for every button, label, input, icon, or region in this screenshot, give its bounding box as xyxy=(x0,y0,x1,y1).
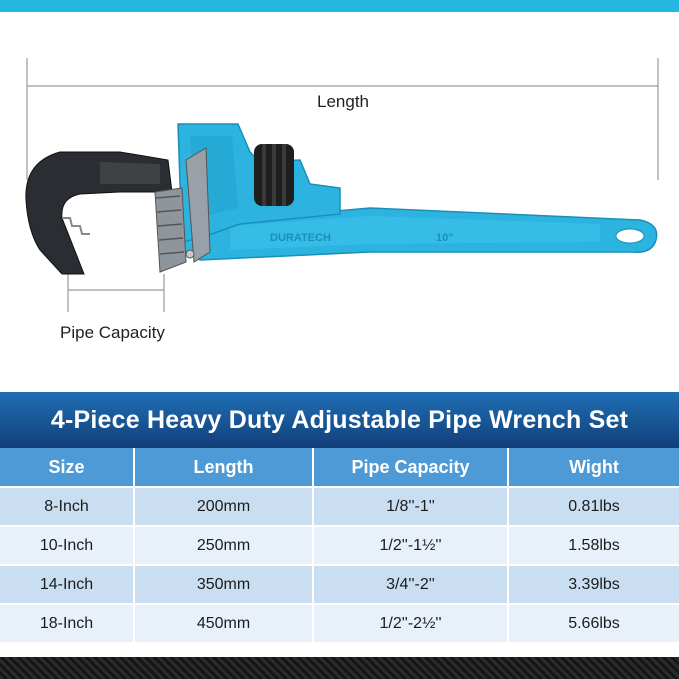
wrench-diagram xyxy=(0,12,679,392)
cell-size: 8-Inch xyxy=(0,487,134,526)
cell-pipe-capacity: 1/2''-2½'' xyxy=(313,604,508,642)
hook-jaw xyxy=(26,152,172,274)
cell-weight: 0.81lbs xyxy=(508,487,679,526)
cell-weight: 5.66lbs xyxy=(508,604,679,642)
adjusting-nut xyxy=(254,144,294,206)
header-size: Size xyxy=(0,448,134,487)
header-length: Length xyxy=(134,448,313,487)
cell-pipe-capacity: 1/2''-1½'' xyxy=(313,526,508,565)
cell-length: 450mm xyxy=(134,604,313,642)
cell-pipe-capacity: 1/8''-1'' xyxy=(313,487,508,526)
cell-length: 200mm xyxy=(134,487,313,526)
cell-size: 10-Inch xyxy=(0,526,134,565)
cell-length: 350mm xyxy=(134,565,313,604)
table-header-row xyxy=(0,448,679,487)
capacity-dimension xyxy=(68,274,164,312)
carbon-fiber-band xyxy=(0,657,679,679)
top-accent-stripe xyxy=(0,0,679,12)
cell-size: 18-Inch xyxy=(0,604,134,642)
cell-weight: 3.39lbs xyxy=(508,565,679,604)
cell-weight: 1.58lbs xyxy=(508,526,679,565)
table-row xyxy=(0,604,679,642)
cell-pipe-capacity: 3/4''-2'' xyxy=(313,565,508,604)
spec-table xyxy=(0,448,679,642)
header-pipe-capacity: Pipe Capacity xyxy=(313,448,508,487)
table-row xyxy=(0,565,679,604)
header-weight: Wight xyxy=(508,448,679,487)
handle-brand: DURATECH xyxy=(270,232,331,244)
length-label: Length xyxy=(317,92,369,111)
pipe-capacity-label: Pipe Capacity xyxy=(60,323,165,342)
table-row xyxy=(0,487,679,526)
cell-size: 14-Inch xyxy=(0,565,134,604)
product-title: 4-Piece Heavy Duty Adjustable Pipe Wrench Set xyxy=(50,405,629,434)
cell-length: 250mm xyxy=(134,526,313,565)
table-row xyxy=(0,526,679,565)
title-bar xyxy=(0,392,679,448)
handle-size: 10" xyxy=(436,232,454,244)
